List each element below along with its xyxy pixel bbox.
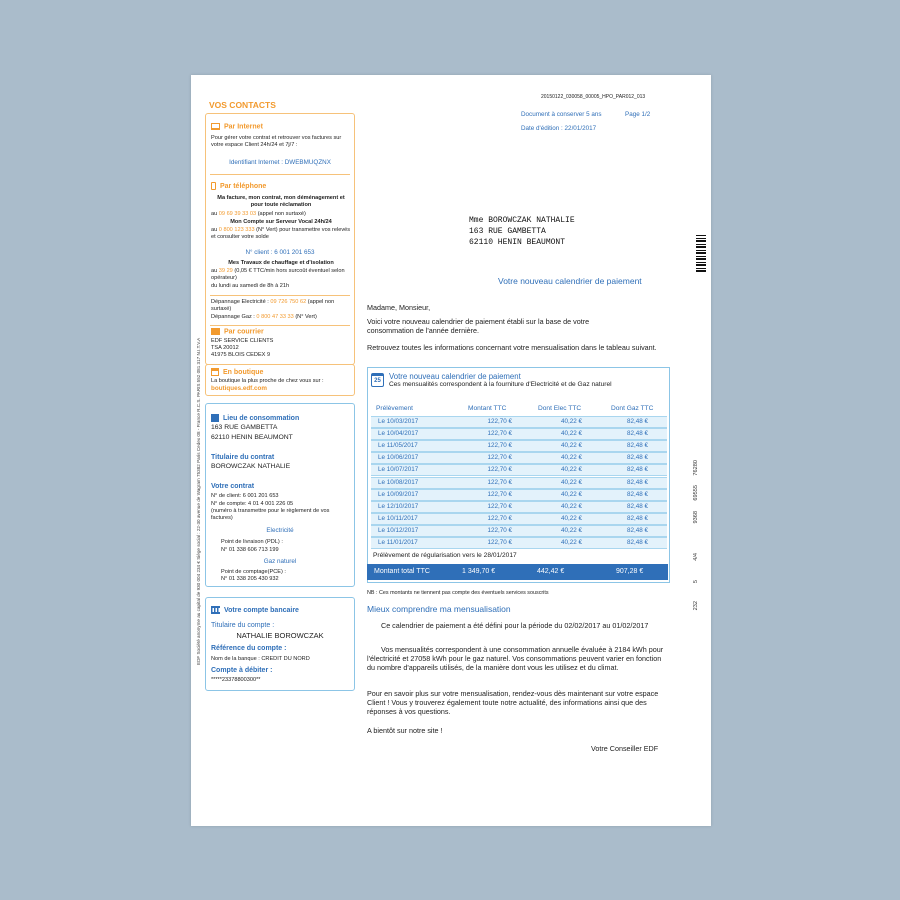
row-gas: 82,48 € xyxy=(626,466,648,474)
row-amount: 122,70 € xyxy=(487,454,512,462)
bank-title: Votre compte bancaire xyxy=(211,606,299,614)
envelope-icon xyxy=(211,328,220,335)
phone-icon xyxy=(211,182,216,190)
calendar-row xyxy=(371,537,667,549)
row-date: Le 10/11/2017 xyxy=(378,514,418,522)
row-gas: 82,48 € xyxy=(626,526,648,534)
row-date: Le 10/12/2017 xyxy=(378,526,419,534)
row-gas: 82,48 € xyxy=(626,454,648,462)
contract-title: Votre contrat xyxy=(211,483,255,490)
row-elec: 40,22 € xyxy=(560,478,582,486)
row-amount: 122,70 € xyxy=(487,430,512,438)
row-gas: 82,48 € xyxy=(626,442,648,450)
row-elec: 40,22 € xyxy=(560,502,582,510)
row-elec: 40,22 € xyxy=(560,454,582,462)
legal-mention: EDF Société anonyme au capital de 930 004 234 € Siège social : 22-30 avenue de Wagram 75382 Paris Cedex 08 - France R.C.S. PARIS 552 081 317 N.I.T.V.A xyxy=(196,337,201,665)
vocal-label: Mon Compte sur Serveur Vocal 24h/24 xyxy=(230,219,332,225)
pce-number: N° 01 338 205 430 932 xyxy=(221,576,279,582)
calendar-title: Votre nouveau calendrier de paiement xyxy=(389,372,521,381)
site-address-1: 163 RUE GAMBETTA xyxy=(211,424,278,431)
row-date: Le 10/04/2017 xyxy=(378,430,419,438)
works-hours: du lundi au samedi de 8h à 21h xyxy=(211,283,290,289)
row-amount: 122,70 € xyxy=(487,526,512,534)
row-elec: 40,22 € xyxy=(560,442,582,450)
shop-text: La boutique la plus proche de chez vous sur : xyxy=(211,378,324,384)
paragraph-4: Vos mensualités correspondent à une consommation annuelle évaluée à 2184 kWh pour l'électricité et 27058 kWh pour le gaz naturel. Vos consommations peuvent varier en fonction du nombre d'appareils utilisés, de la manière dont vous les utilisez et du climat. xyxy=(367,645,664,672)
calendar-subtitle: Ces mensualités correspondent à la fourniture d'Electricité et de Gaz naturel xyxy=(389,381,612,388)
elec-breakdown-number[interactable]: 09 726 750 62 xyxy=(270,299,307,305)
internet-section-title: Par Internet xyxy=(211,123,263,130)
row-amount: 122,70 € xyxy=(487,466,512,474)
holder-name: BOROWCZAK NATHALIE xyxy=(211,463,291,470)
letter-title: Votre nouveau calendrier de paiement xyxy=(498,276,642,286)
phone-section-title: Par téléphone xyxy=(211,182,266,190)
side-code-3: 9368 xyxy=(693,511,699,524)
pce-label: Point de comptage(PCE) : xyxy=(221,569,286,575)
row-date: Le 10/07/2017 xyxy=(378,466,419,474)
datamatrix-code xyxy=(696,235,706,272)
row-amount: 122,70 € xyxy=(487,502,512,510)
debit-title: Compte à débiter : xyxy=(211,667,273,674)
row-date: Le 10/08/2017 xyxy=(378,478,419,486)
contract-account-note: (numéro à transmettre pour le règlement de vos factures) xyxy=(211,508,330,521)
row-elec: 40,22 € xyxy=(560,526,582,534)
header-elec: Dont Elec TTC xyxy=(538,405,582,412)
shop-icon xyxy=(211,368,219,376)
row-elec: 40,22 € xyxy=(560,466,582,474)
recipient-address xyxy=(469,215,575,248)
shop-link[interactable]: boutiques.edf.com xyxy=(211,385,267,392)
shop-section-title: En boutique xyxy=(211,368,263,376)
regularisation-line: Prélèvement de régularisation vers le 28/01/2017 xyxy=(373,552,517,559)
row-elec: 40,22 € xyxy=(560,490,582,498)
total-gas: 907,28 € xyxy=(616,568,644,575)
vocal-line: au 0 800 123 333 (N° Vert) pour transmettre vos relevés et consulter votre solde xyxy=(211,227,351,240)
document-reference: 20150122_030058_00005_HPO_PAR012_013 xyxy=(541,94,646,100)
electricity-title: Electricité xyxy=(266,527,294,534)
paragraph-6: A bientôt sur notre site ! xyxy=(367,726,443,735)
internet-text: Pour gérer votre contrat et retrouver vos factures sur votre espace Client 24h/24 et 7j/7 : xyxy=(211,135,342,148)
row-date: Le 10/06/2017 xyxy=(378,454,419,462)
row-amount: 122,70 € xyxy=(487,539,512,546)
calendar-row xyxy=(371,464,667,476)
row-gas: 82,48 € xyxy=(626,490,648,498)
works-label: Mes Travaux de chauffage et d'isolation xyxy=(228,260,334,266)
row-date: Le 10/09/2017 xyxy=(378,490,419,498)
total-row xyxy=(367,564,668,580)
works-phone-number[interactable]: 39 29 xyxy=(218,268,233,274)
row-date: Le 11/05/2017 xyxy=(378,442,418,450)
header-date: Prélèvement xyxy=(376,405,414,412)
row-date: Le 11/01/2017 xyxy=(378,539,418,546)
pdl-label: Point de livraison (PDL) : xyxy=(221,539,283,545)
mail-section-title: Par courrier xyxy=(211,328,264,335)
elec-breakdown-line: Dépannage Electricité : 09 726 750 62 (appel non surtaxé) xyxy=(211,299,335,312)
side-code-5: 5 xyxy=(693,580,699,584)
recipient-address-2: 62110 HENIN BEAUMONT xyxy=(469,238,566,247)
side-code-1: 76280 xyxy=(693,460,699,476)
calendar-row xyxy=(371,501,667,513)
house-icon xyxy=(211,414,219,422)
row-gas: 82,48 € xyxy=(626,514,648,522)
calendar-row xyxy=(371,513,667,525)
row-date: Le 12/10/2017 xyxy=(378,502,419,510)
invoice-line: au 09 69 39 33 03 (appel non surtaxé) xyxy=(211,211,306,217)
recipient-address-1: 163 RUE GAMBETTA xyxy=(469,227,546,236)
contract-client-number: N° de client: 6 001 201 653 xyxy=(211,493,279,499)
recipient-name: Mme BOROWCZAK NATHALIE xyxy=(469,216,575,225)
site-title: Lieu de consommation xyxy=(211,414,299,422)
total-amount: 1 349,70 € xyxy=(462,568,496,575)
bank-name: Nom de la banque : CREDIT DU NORD xyxy=(211,656,310,662)
debit-account: *****23378800300** xyxy=(211,677,261,683)
phone-client-number: N° client : 6 001 201 653 xyxy=(245,249,315,256)
calendar-row xyxy=(371,452,667,464)
page-number: Page 1/2 xyxy=(625,111,651,118)
nb-note: NB : Ces montants ne tiennent pas compte des éventuels services souscrits xyxy=(367,590,549,596)
bank-ref-title: Référence du compte : xyxy=(211,645,287,652)
header-gas: Dont Gaz TTC xyxy=(611,405,654,412)
calendar-row xyxy=(371,525,667,537)
row-elec: 40,22 € xyxy=(560,430,582,438)
row-amount: 122,70 € xyxy=(487,478,512,486)
paragraph-1: Voici votre nouveau calendrier de paiement établi sur la base de votre consommation de l'année dernière. xyxy=(367,317,590,335)
row-gas: 82,48 € xyxy=(626,539,648,546)
calendar-row xyxy=(371,440,667,452)
row-amount: 122,70 € xyxy=(487,442,512,450)
calendar-row xyxy=(371,489,667,501)
header-amount: Montant TTC xyxy=(468,405,507,412)
works-line: au 39 29 (0,05 € TTC/min hors surcoût éventuel selon opérateur) xyxy=(211,268,345,281)
mail-line-3: 41975 BLOIS CEDEX 9 xyxy=(211,352,271,358)
row-gas: 82,48 € xyxy=(626,478,648,486)
gas-title: Gaz naturel xyxy=(263,558,297,565)
pdl-number: N° 01 338 606 713 199 xyxy=(221,547,279,553)
invoice-label: Ma facture, mon contrat, mon déménagement et pour toute réclamation xyxy=(217,195,345,208)
paragraph-3: Ce calendrier de paiement a été défini pour la période du 02/02/2017 au 01/02/2017 xyxy=(381,621,649,630)
document-page xyxy=(191,75,711,826)
invoice-phone-number[interactable]: 09 69 39 33 03 xyxy=(218,211,257,217)
retention-note: Document à conserver 5 ans xyxy=(521,111,602,118)
row-amount: 122,70 € xyxy=(487,514,512,522)
mail-line-2: TSA 20012 xyxy=(211,345,239,351)
contacts-title: VOS CONTACTS xyxy=(209,100,276,110)
laptop-icon xyxy=(211,123,220,130)
total-label: Montant total TTC xyxy=(374,568,430,575)
paragraph-2: Retrouvez toutes les informations concernant votre mensualisation dans le tableau suivant. xyxy=(367,343,657,352)
row-date: Le 10/03/2017 xyxy=(378,418,419,425)
row-gas: 82,48 € xyxy=(626,502,648,510)
holder-title: Titulaire du contrat xyxy=(211,454,275,461)
side-code-6: 232 xyxy=(693,601,699,611)
gas-breakdown-line: Dépannage Gaz : 0 800 47 33 33 (N° Vert) xyxy=(211,314,317,320)
bank-holder-name: NATHALIE BOROWCZAK xyxy=(236,631,324,640)
row-amount: 122,70 € xyxy=(487,490,512,498)
calendar-icon: 25 xyxy=(371,373,384,387)
section2-title: Mieux comprendre ma mensualisation xyxy=(367,604,511,614)
bank-holder-title: Titulaire du compte : xyxy=(211,622,275,629)
total-elec: 442,42 € xyxy=(537,568,565,575)
consumption-site-box xyxy=(205,403,355,587)
shop-box xyxy=(205,364,355,396)
side-code-4: 4/4 xyxy=(693,553,699,561)
site-address-2: 62110 HENIN BEAUMONT xyxy=(211,434,293,441)
calendar-row xyxy=(371,477,667,489)
contacts-box xyxy=(205,113,355,365)
row-elec: 40,22 € xyxy=(560,418,582,425)
bank-icon xyxy=(211,606,220,614)
row-gas: 82,48 € xyxy=(626,418,648,425)
vocal-phone-number[interactable]: 0 800 123 333 xyxy=(218,227,255,233)
row-elec: 40,22 € xyxy=(560,539,582,546)
calendar-header-row xyxy=(368,405,669,415)
edition-date: Date d'édition : 22/01/2017 xyxy=(521,125,597,132)
bank-account-box xyxy=(205,597,355,691)
row-amount: 122,70 € xyxy=(487,418,512,425)
paragraph-5: Pour en savoir plus sur votre mensualisation, rendez-vous dès maintenant sur votre espace Client ! Vous y trouverez également toute notre actualité, des informations ainsi que des réponses à vos questions. xyxy=(367,689,659,716)
gas-breakdown-number[interactable]: 0 800 47 33 33 xyxy=(256,314,294,320)
calendar-row xyxy=(371,428,667,440)
calendar-row xyxy=(371,416,667,428)
internet-identifier[interactable]: Identifiant Internet : DWEBMUQZNX xyxy=(229,159,331,166)
side-code-2: 69555 xyxy=(693,485,699,501)
mail-line-1: EDF SERVICE CLIENTS xyxy=(211,338,274,344)
row-gas: 82,48 € xyxy=(626,430,648,438)
greeting: Madame, Monsieur, xyxy=(367,303,431,312)
contract-account-number: N° de compte: 4 01 4 001 226 05 xyxy=(211,501,294,507)
row-elec: 40,22 € xyxy=(560,514,582,522)
signature: Votre Conseiller EDF xyxy=(591,744,659,753)
